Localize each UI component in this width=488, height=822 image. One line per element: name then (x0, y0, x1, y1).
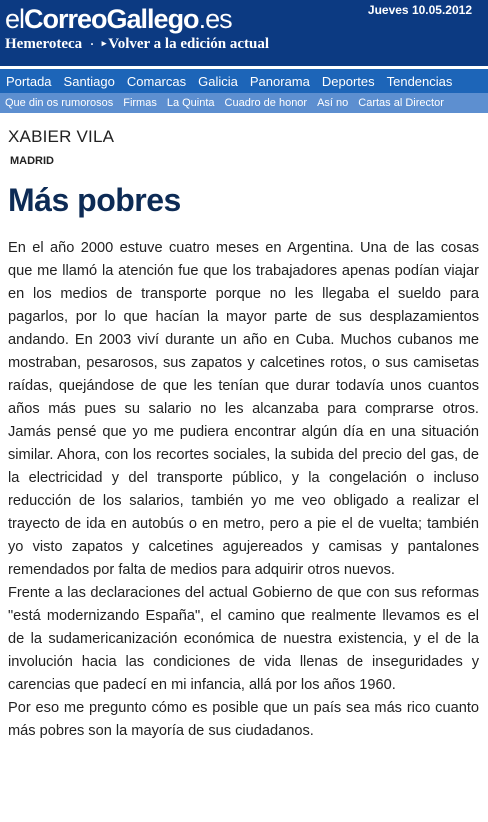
main-nav (0, 66, 488, 93)
nav-item-galicia[interactable]: Galicia (198, 73, 238, 89)
article-title: Más pobres (8, 182, 181, 218)
nav-item-santiago[interactable]: Santiago (63, 73, 115, 89)
article (0, 127, 488, 743)
hemeroteca-bar (5, 36, 269, 53)
article-body (8, 237, 479, 743)
nav-item-panorama[interactable]: Panorama (249, 73, 310, 89)
article-paragraph: Frente a las declaraciones del actual Gobierno de que con sus reformas "está modernizando España", el camino que realmente llevamos es el de la sudamericanización económica de nuestra existencia, y el de la involución hacia las condiciones de vida llenas de inseguridades y carencias que padecí en mi infancia, allá por los años 1960. (8, 585, 479, 693)
subnav-item-rumorosos[interactable]: Que din os rumorosos (5, 97, 114, 109)
subnav-item-cuadro-de-honor[interactable]: Cuadro de honor (224, 97, 308, 109)
nav-item-comarcas[interactable]: Comarcas (126, 73, 187, 89)
subnav-item-cartas-al-director[interactable]: Cartas al Director (358, 97, 444, 109)
subnav-item-asi-no[interactable]: Así no (317, 97, 349, 109)
logo-brand: CorreoGallego (24, 4, 199, 34)
arrow-right-icon: ▸ (101, 38, 107, 48)
sub-nav (0, 93, 488, 113)
logo-suffix: .es (198, 4, 232, 34)
article-author: XABIER VILA (8, 127, 115, 146)
nav-item-deportes[interactable]: Deportes (321, 73, 375, 89)
article-location: MADRID (10, 155, 54, 167)
subnav-item-la-quinta[interactable]: La Quinta (166, 97, 215, 109)
logo-prefix: el (5, 4, 25, 34)
separator-dot: · (89, 37, 94, 51)
article-paragraph: En el año 2000 estuve cuatro meses en Argentina. Una de las cosas que me llamó la atención fue que los trabajadores apenas podían viajar en los medios de transporte porque no les llegaba el sueldo para pagarlos, por lo que hacían la mayor parte de sus desplazamientos andando. En 2003 viví durante un año en Cuba. Muchos cubanos me mostraban, pesarosos, sus zapatos y calcetines rotos, o sus camisetas raídas, quejándose de que les tenían que durar todavía unos cuantos años más pues su salario no les alcanzaba para comprarse otros. Jamás pensé que yo me pudiera encontrar algún día en una situación similar. Ahora, con los recortes sociales, la subida del precio del gas, de la electricidad y del transporte público, y la congelación o incluso reducción de los salarios, también yo me veo obligado a realizar el trayecto de ida en autobús o en metro, pero a pie el de vuelta; también yo visto zapatos y calcetines agujereados y camisas y pantalones remendados por falta de medios para adquirir otros nuevos. (8, 240, 479, 578)
subnav-item-firmas[interactable]: Firmas (123, 97, 157, 109)
article-paragraph: Por eso me pregunto cómo es posible que un país sea más rico cuanto más pobres son la mayoría de sus ciudadanos. (8, 700, 479, 739)
nav-item-tendencias[interactable]: Tendencias (386, 73, 453, 89)
back-to-current-link[interactable]: Volver a la edición actual (108, 36, 270, 52)
hemeroteca-link[interactable]: Hemeroteca (5, 36, 83, 52)
nav-item-portada[interactable]: Portada (6, 73, 52, 89)
edition-date: Jueves 10.05.2012 (367, 3, 472, 17)
site-logo[interactable] (5, 3, 232, 35)
masthead (0, 0, 488, 66)
